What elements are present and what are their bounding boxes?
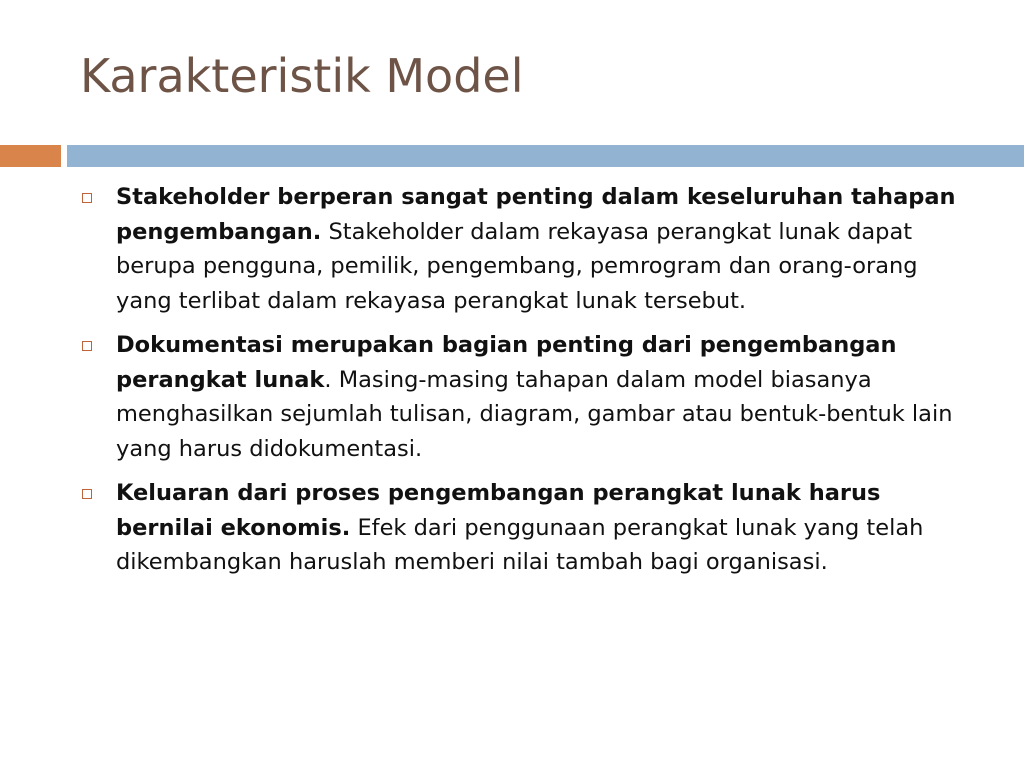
bullet-list (80, 180, 980, 590)
bullet-body-text: Efek dari penggunaan perangkat lunak yang telah dikembangkan haruslah memberi nilai tambah bagi organisasi. (116, 514, 924, 575)
bullet-body-text: Stakeholder dalam rekayasa perangkat lunak dapat berupa pengguna, pemilik, pengembang, pemrogram dan orang-orang yang terlibat dalam rekayasa perangkat lunak tersebut. (116, 218, 918, 314)
bullet-item-stakeholder (80, 180, 980, 318)
square-bullet-icon (82, 489, 92, 499)
bullet-bold-text: Stakeholder berperan sangat penting dalam keseluruhan tahapan pengembangan. (116, 184, 956, 245)
header-rule-bar (67, 145, 1024, 167)
bullet-item-keluaran (80, 476, 980, 580)
accent-bar-orange (0, 145, 61, 167)
bullet-item-dokumentasi (80, 328, 980, 466)
bullet-bold-text: Keluaran dari proses pengembangan perangkat lunak harus bernilai ekonomis. (116, 480, 881, 541)
square-bullet-icon (82, 193, 92, 203)
square-bullet-icon (82, 341, 92, 351)
bullet-body-text: . Masing-masing tahapan dalam model biasanya menghasilkan sejumlah tulisan, diagram, gambar atau bentuk-bentuk lain yang harus didokumentasi. (116, 366, 953, 462)
slide-title: Karakteristik Model (80, 49, 524, 103)
bullet-bold-text: Dokumentasi merupakan bagian penting dari pengembangan perangkat lunak (116, 332, 897, 393)
